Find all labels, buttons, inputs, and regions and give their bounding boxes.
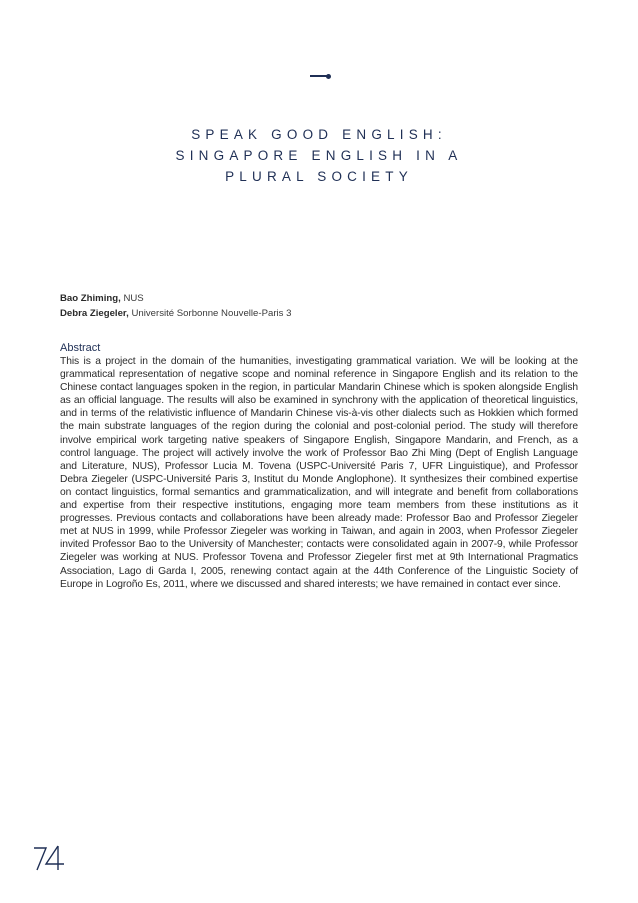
author-entry	[60, 306, 291, 321]
title-line-1: SPEAK GOOD ENGLISH:	[191, 127, 447, 142]
author-list	[60, 291, 291, 321]
author-name: Bao Zhiming,	[60, 293, 121, 304]
author-name: Debra Ziegeler,	[60, 308, 129, 319]
author-affiliation: NUS	[123, 293, 144, 304]
title-line-2: SINGAPORE ENGLISH IN A	[175, 148, 463, 163]
page-number-glyph-icon	[32, 844, 72, 872]
page-title	[0, 124, 638, 187]
author-entry	[60, 291, 291, 306]
title-ornament	[310, 72, 334, 80]
ornament-dot	[326, 74, 331, 79]
page-number	[32, 844, 72, 872]
author-affiliation: Université Sorbonne Nouvelle-Paris 3	[131, 308, 292, 319]
abstract-body: This is a project in the domain of the humanities, investigating grammatical variation. We will be looking at the grammatical representation of negative scope and nominal reference in Singapore English and its relation to the Chinese contact languages spoken in the region, in particular Mandarin Chinese which is spoken alongside English as an official language. The results will also be examined in synchrony with the application of theoretical linguistics, and in terms of the relativistic influence of Mandarin Chinese vis-à-vis other dialects such as Hokkien which formed the main substrate languages of the region during the colonial and post-colonial period. The study will therefore involve empirical work targeting native speakers of Singapore English, Singapore Mandarin, and French, as a control language. The project will actively involve the work of Professor Bao Zhi Ming (Dept of English Language and Literature, NUS), Professor Lucia M. Tovena (USPC-Université Paris 7, UFR Linguistique), and Professor Debra Ziegeler (USPC-Université Paris 3, Institut du Monde Anglophone). It synthesizes their combined expertise on contact linguistics, formal semantics and grammaticalization, and will integrate and benefit from collaborations and expertise from their respective institutions, engaging more team members from these institutions as it progresses. Previous contacts and collaborations have been already made: Professor Bao and Professor Ziegeler met at NUS in 1999, while Professor Ziegeler was working in Taiwan, and again in 2003, when Professor Ziegeler invited Professor Bao to the University of Manchester; contacts were consolidated again in 2007-9, while Professor Ziegeler was working at NUS. Professor Tovena and Professor Ziegeler first met at 9th International Pragmatics Association, Lago di Garda I, 2005, renewing contact again at the 44th Conference of the Linguistic Society of Europe in Logroño Es, 2011, where we discussed and shared interests; we have remained in contact ever since.	[60, 356, 578, 590]
abstract-heading: Abstract	[60, 342, 101, 354]
title-line-3: PLURAL SOCIETY	[225, 169, 413, 184]
